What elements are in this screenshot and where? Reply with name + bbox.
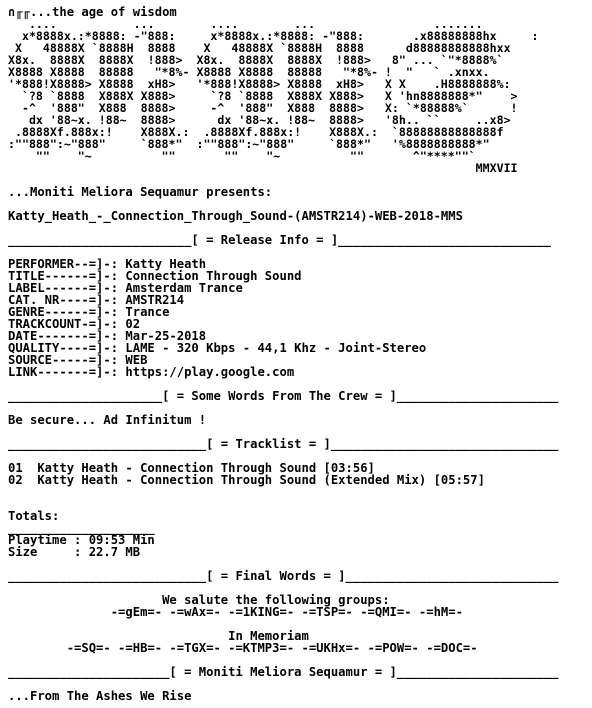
section-header-release-info: _________________________[ = Release Info = ]_____________________________: [8, 233, 551, 247]
ascii-logo-line: X8888 X8888 88888 "*8%- X8888 X8888 88888 "*8%- ! " ` .xnxx.: [8, 65, 490, 79]
ascii-logo-line: '*888!X8888> X8888 xH8> '*888!X8888> X8888 xH8> X X .H8888888%:: [8, 77, 511, 91]
ascii-logo-line: `?8 `8888 X888X X888> `?8 `8888 X888X X888> X 'hn8888888*" >: [8, 89, 518, 103]
info-date: DATE-------=]-: Mar-25-2018: [8, 329, 207, 343]
section-header-crew-words: _____________________[ = Some Words From The Crew = ]______________________: [8, 389, 559, 403]
info-genre: GENRE------=]-: Trance: [8, 305, 170, 319]
section-header-final-words: ___________________________[ = Final Words = ]_____________________________: [8, 569, 559, 583]
ascii-logo-line: X 48888X `8888H 8888 X 48888X `8888H 8888 d88888888888hxx: [8, 41, 511, 55]
spacer: [8, 498, 592, 510]
info-trackcount: TRACKCOUNT-=]-: 02: [8, 317, 141, 331]
ascii-logo-line: X8x. 8888X 8888X !888> X8x. 8888X 8888X !888> 8" ... `"*8888%`: [8, 53, 504, 67]
crew-message: Be secure... Ad Infinitum !: [8, 413, 207, 427]
ascii-logo-line: "" "~ "" "" "~ "" ^"****""`: [8, 149, 476, 163]
closing-line: ...From The Ashes We Rise: [8, 689, 192, 703]
totals-rule: ____________________: [8, 521, 155, 535]
memoriam-groups: -=SQ=- -=HB=- -=TGX=- -=KTMP3=- -=UKHx=- -=POW=- -=DOC=-: [8, 641, 478, 655]
info-label: LABEL------=]-: Amsterdam Trance: [8, 281, 243, 295]
ascii-logo-line: x*8888x.:*8888: -"888: x*8888x.:*8888: -"888: .x88888888hx :: [8, 29, 539, 43]
ascii-logo-year: MMXVII: [8, 161, 518, 175]
presents-line: ...Moniti Meliora Sequamur presents:: [8, 185, 273, 199]
section-header-footer: ______________________[ = Moniti Meliora Sequamur = ]______________________: [8, 665, 559, 679]
release-name: Katty_Heath_-_Connection_Through_Sound-(AMSTR214)-WEB-2018-MMS: [8, 209, 463, 223]
section-header-tracklist: ___________________________[ = Tracklist = ]_______________________________: [8, 437, 559, 451]
ascii-logo-line: dx '88~x. !88~ 8888> dx '88~x. !88~ 8888> '8h.. `` ..x8>: [8, 113, 511, 127]
totals-playtime: Playtime : 09:53 Min: [8, 533, 155, 547]
ascii-logo-line: .... ... .... ... .......: [8, 17, 483, 31]
track-item: 02 Katty Heath - Connection Through Sound (Extended Mix) [05:57]: [8, 473, 485, 487]
info-title: TITLE------=]-: Connection Through Sound: [8, 269, 302, 283]
info-quality: QUALITY----=]-: LAME - 320 Kbps - 44,1 Khz - Joint-Stereo: [8, 341, 427, 355]
spacer: [8, 486, 592, 498]
info-catalog-number: CAT. NR----=]-: AMSTR214: [8, 293, 185, 307]
info-link: LINK-------=]-: https://play.google.com: [8, 365, 295, 379]
memoriam-heading: In Memoriam: [8, 629, 309, 643]
ascii-logo-line: -^ '888" X888 8888> -^ '888" X888 8888> X: `*88888%` !: [8, 101, 518, 115]
track-item: 01 Katty Heath - Connection Through Sound [03:56]: [8, 461, 375, 475]
totals-size: Size : 22.7 MB: [8, 545, 141, 559]
salute-heading: We salute the following groups:: [8, 593, 390, 607]
info-source: SOURCE-----=]-: WEB: [8, 353, 148, 367]
ascii-logo-line: :""888":~"888" `888*" :""888":~"888" `888*" '%8888888888*": [8, 137, 490, 151]
info-performer: PERFORMER--=]-: Katty Heath: [8, 257, 207, 271]
salute-groups: -=gEm=- -=wAx=- -=1KING=- -=TSP=- -=QMI=- -=hM=-: [8, 605, 463, 619]
tagline: ∩╓╓...the age of wisdom: [8, 5, 177, 19]
ascii-logo-line: .8888Xf.888x:! X888X.: .8888Xf.888x:! X888X.: `88888888888888f: [8, 125, 504, 139]
totals-heading: Totals:: [8, 509, 60, 523]
